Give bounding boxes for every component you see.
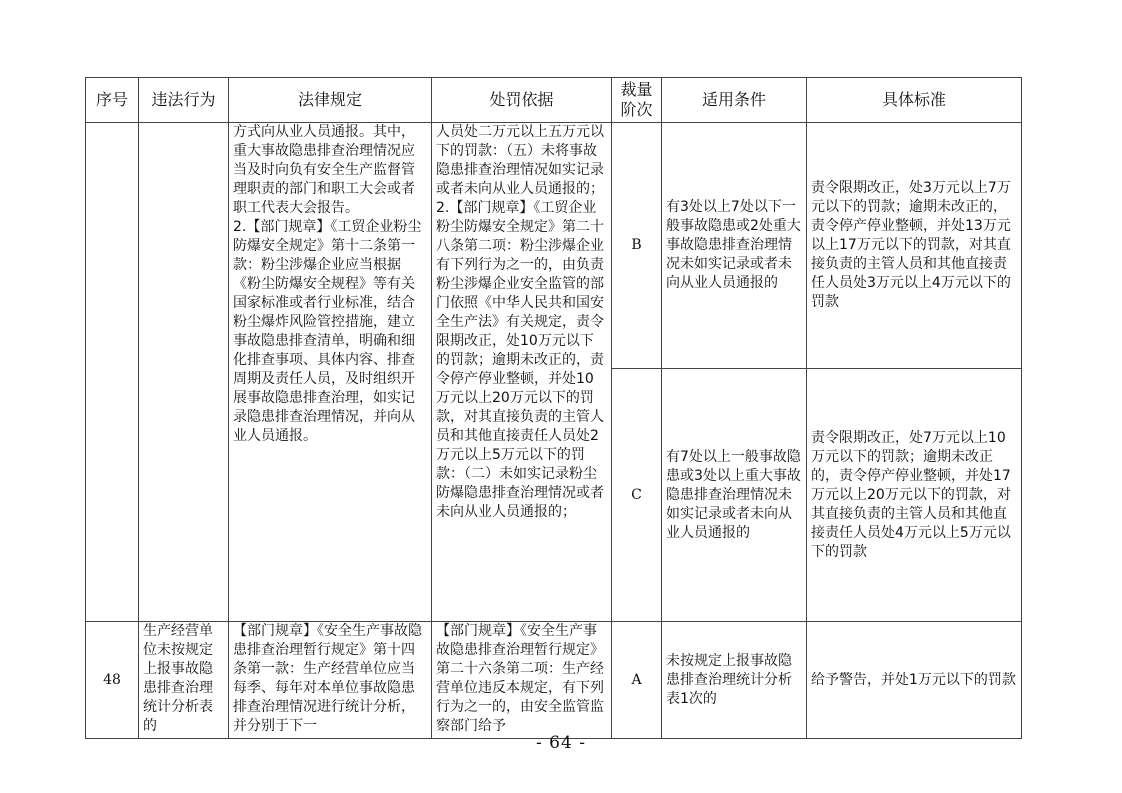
penalty-basis-text: 人员处二万元以上五万元以下的罚款：（五）未将事故隐患排查治理情况如实记录或者未向从业人员通报的； 2.【部门规章】《工贸企业粉尘防爆安全规定》第二十八条第二项：粉尘涉爆企业有下列行为之一的，由负责粉尘涉爆企业安全监管的部门依照《中华人民共和国安全生产法》有关规定，责令限期改正，处10万元以下的罚款；逾期未改正的，责令停产停业整顿，并处10万元以上20万元以下的罚款，对其直接负责的主管人员和其他直接责任人员处2万元以上5万元以下的罚款：（二）未如实记录粉尘防爆隐患排查治理情况或者未向从业人员通报的； <box>436 124 604 520</box>
penalty-standards-table <box>85 77 1022 739</box>
level-cell-b: B <box>612 123 662 369</box>
header-row <box>86 78 1022 123</box>
legal-provision-cell <box>229 123 432 622</box>
standard-cell-b: 责令限期改正，处3万元以上7万元以下的罚款；逾期未改正的，责令停产停业整顿，并处13万元以上17万元以下的罚款，对其直接负责的主管人员和其他直接责任人员处3万元以上4万元以下的罚款 <box>807 123 1022 369</box>
condition-cell-b: 有3处以上7处以下一般事故隐患或2处重大事故隐患排查治理情况未如实记录或者未向从业人员通报的 <box>662 123 807 369</box>
standard-cell-c: 责令限期改正，处7万元以上10万元以下的罚款；逾期未改正的，责令停产停业整顿，并处17万元以上20万元以下的罚款，对其直接负责的主管人员和其他直接责任人员处4万元以上5万元以下的罚款 <box>807 369 1022 622</box>
violation-act-text: 生产经营单位未按规定上报事故隐患排查治理统计分析表的 <box>143 623 213 734</box>
seq-cell-48: 48 <box>86 622 139 739</box>
header-act: 违法行为 <box>139 78 229 123</box>
table-row <box>86 622 1022 739</box>
penalty-basis-cell-48 <box>432 622 612 739</box>
standard-cell-a: 给予警告，并处1万元以下的罚款 <box>807 622 1022 739</box>
penalty-basis-text-48: 【部门规章】《安全生产事故隐患排查治理暂行规定》第二十六条第二项：生产经营单位违反本规定，有下列行为之一的，由安全监管监察部门给予 <box>436 623 604 734</box>
act-cell-empty <box>139 123 229 622</box>
penalty-basis-cell <box>432 123 612 622</box>
header-std: 具体标准 <box>807 78 1022 123</box>
level-cell-a: A <box>612 622 662 739</box>
level-cell-c: C <box>612 369 662 622</box>
seq-cell-empty <box>86 123 139 622</box>
header-level-text: 裁量阶次 <box>620 80 653 119</box>
header-law: 法律规定 <box>229 78 432 123</box>
header-seq: 序号 <box>86 78 139 123</box>
legal-provision-cell-48 <box>229 622 432 739</box>
condition-cell-a: 未按规定上报事故隐患排查治理统计分析表1次的 <box>662 622 807 739</box>
header-level <box>612 78 662 123</box>
legal-provision-text: 方式向从业人员通报。其中，重大事故隐患排查治理情况应当及时向负有安全生产监督管理职责的部门和职工大会或者职工代表大会报告。 2.【部门规章】《工贸企业粉尘防爆安全规定》第十二条第一款：粉尘涉爆企业应当根据《粉尘防爆安全规程》等有关国家标准或者行业标准，结合粉尘爆炸风险管控措施，建立事故隐患排查清单，明确和细化排查事项、具体内容、排查周期及责任人员，及时组织开展事故隐患排查治理，如实记录隐患排查治理情况，并向从业人员通报。 <box>233 124 422 444</box>
header-basis: 处罚依据 <box>432 78 612 123</box>
page-number: - 64 - <box>536 733 586 753</box>
condition-cell-c: 有7处以上一般事故隐患或3处以上重大事故隐患排查治理情况未如实记录或者未向从业人员通报的 <box>662 369 807 622</box>
violation-act-cell-48 <box>139 622 229 739</box>
table-row <box>86 123 1022 369</box>
header-cond: 适用条件 <box>662 78 807 123</box>
legal-provision-text-48: 【部门规章】《安全生产事故隐患排查治理暂行规定》第十四条第一款：生产经营单位应当每季、每年对本单位事故隐患排查治理情况进行统计分析，并分别于下一 <box>233 623 422 734</box>
